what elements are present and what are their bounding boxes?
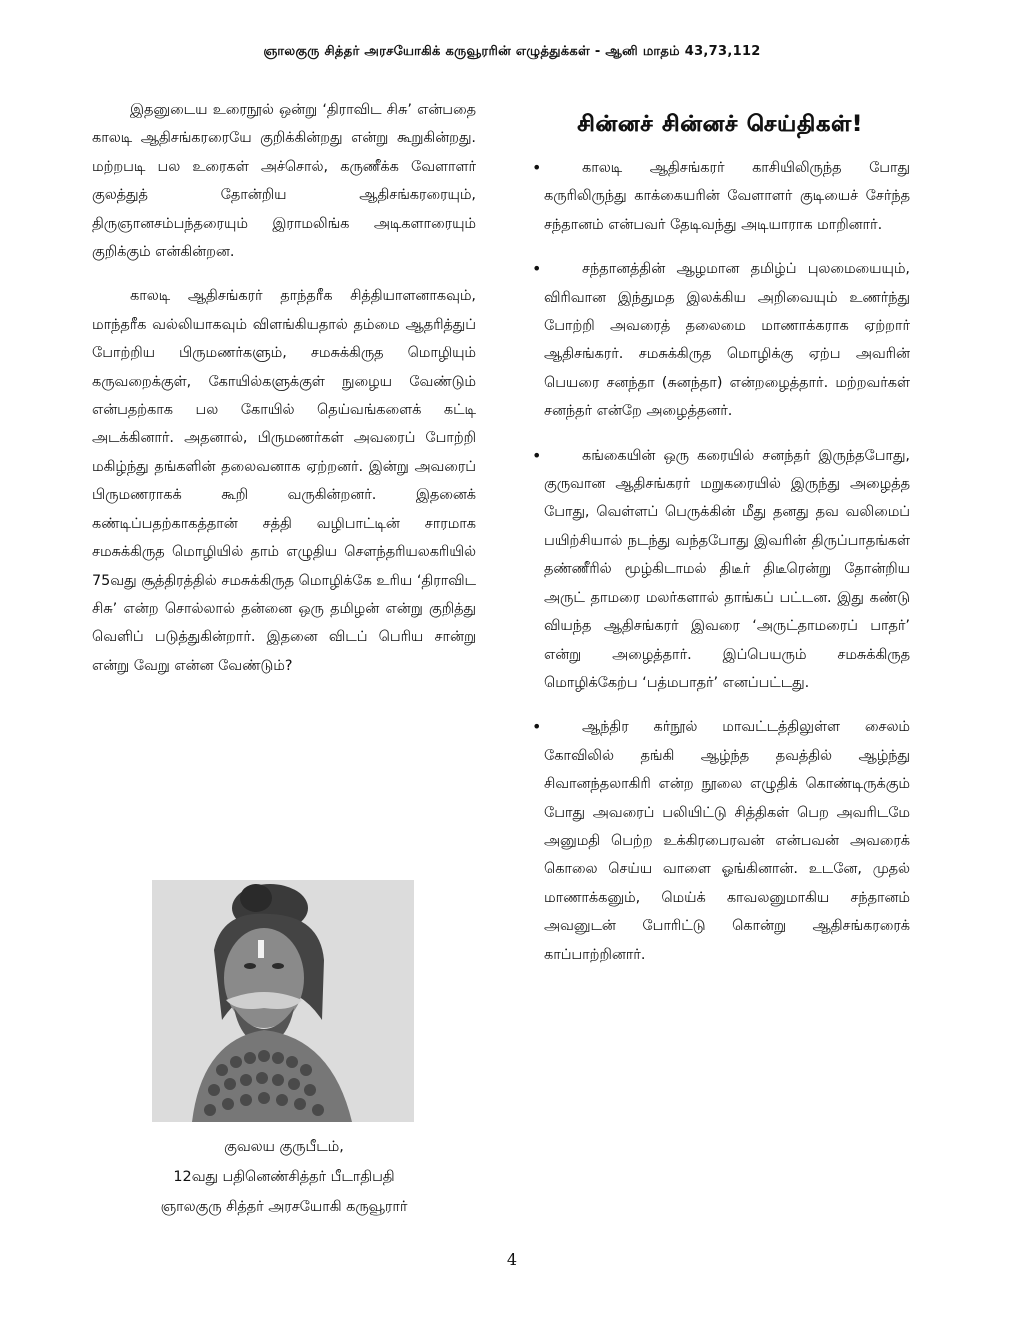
paragraph-2: காலடி ஆதிசங்கரர் தாந்தரீக சித்தியாளனாகவும், மாந்தரீக வல்லியாகவும் விளங்கியதால் தம்மை ஆதரித்துப் போற்றிய பிருமணர்களும், சமசுக்கிருத மொழியும் கருவறைக்குள், கோயில்களுக்குள் நுழைய வேண்டும் என்பதற்காக பல கோயில் தெய்வங்களைக் கட்டி அடக்கினார். அதனால், பிருமணர்கள் அவரைப் போற்றி மகிழ்ந்து தங்களின் தலைவனாக ஏற்றனர். இன்று அவரைப் பிருமணராகக் கூறி வருகின்றனர். இதனைக் கண்டிப்பதற்காகத்தான் சத்தி வழிபாட்டின் சாரமாக சமசுக்கிருத மொழியில் தாம் எழுதிய சௌந்தரியலகரியில் 75வது சூத்திரத்தில் சமசுக்கிருத மொழிக்கே உரிய ‘திராவிட சிசு’ என்ற சொல்லால் தன்னை ஒரு தமிழன் என்று குறித்து வெளிப் படுத்துகின்றார். இதனை விடப் பெரிய சான்று என்று வேறு என்ன வேண்டும்?: [92, 288, 476, 674]
right-column: [530, 112, 910, 985]
portrait-photo: [152, 880, 414, 1122]
news-item-text: ஆந்திர கர்நூல் மாவட்டத்திலுள்ள சைலம் கோவிலில் தங்கி ஆழ்ந்த தவத்தில் ஆழ்ந்து சிவானந்தலாகிரி என்ற நூலை எழுதிக் கொண்டிருக்கும் போது அவரைப் பலியிட்டு சித்திகள் பெற அவரிடமே அனுமதி பெற்ற உக்கிரபைரவன் என்பவன் அவரைக் கொலை செய்ய வாளை ஓங்கினான். உடனே, முதல் மாணாக்கனும், மெய்க் காவலனுமாகிய சந்தானம் அவனுடன் போரிட்டு கொன்று ஆதிசங்கரரைக் காப்பாற்றினார்.: [544, 719, 910, 963]
portrait-image: [152, 880, 414, 1122]
bullet-icon: •: [532, 445, 542, 465]
paragraph-1: இதனுடைய உரைநூல் ஒன்று ‘திராவிட சிசு’ என்பதை காலடி ஆதிசங்கரரையே குறிக்கின்றது என்று கூறுகின்றது. மற்றபடி பல உரைகள் அச்சொல், கருணீக்க வேளாளர் குலத்துத் தோன்றிய ஆதிசங்கரரையும், திருஞானசம்பந்தரையும் இராமலிங்க அடிகளாரையும் குறிக்கும் என்கின்றன.: [92, 102, 476, 261]
caption-line-3: ஞாலகுரு சித்தர் அரசயோகி கருவூரார்: [160, 1199, 408, 1215]
news-item: [530, 154, 910, 239]
news-item-text: காலடி ஆதிசங்கரர் காசியிலிருந்த போது கருரிலிருந்து காக்கையரின் வேளாளர் குடியைச் சேர்ந்த சந்தானம் என்பவர் தேடிவந்து அடியாராக மாறினார்.: [544, 160, 910, 233]
bullet-icon: •: [532, 717, 542, 737]
left-column: [92, 96, 476, 696]
news-item-text: கங்கையின் ஒரு கரையில் சனந்தர் இருந்தபோது, குருவான ஆதிசங்கரர் மறுகரையில் இருந்து அழைத்த போது, வெள்ளப் பெருக்கின் மீது தனது தவ வலிமைப் பயிற்சியால் நடந்து வந்தபோது இவரின் திருப்பாதங்கள் தண்ணீரில் மூழ்கிடாமல் திடீர் திடீரென்று தோன்றிய அருட் தாமரை மலர்களால் தாங்கப் பட்டன. இது கண்டு வியந்த ஆதிசங்கரர் இவரை ‘அருட்தாமரைப் பாதர்’ என்று அழைத்தார். இப்பெயரும் சமசுக்கிருத மொழிக்கேற்ப ‘பத்மபாதர்’ எனப்பட்டது.: [544, 447, 910, 691]
page-header: ஞாலகுரு சித்தர் அரசயோகிக் கருவூரரின் எழுத்துக்கள் - ஆனி மாதம் 43,73,112: [263, 44, 761, 59]
news-item: [530, 442, 910, 698]
photo-caption: [92, 1132, 476, 1222]
news-item: [530, 255, 910, 425]
section-title: சின்னச் சின்னச் செய்திகள்!: [577, 112, 863, 137]
bullet-icon: •: [532, 158, 542, 177]
bullet-icon: •: [532, 259, 542, 279]
news-item-text: சந்தானத்தின் ஆழமான தமிழ்ப் புலமையையும், விரிவான இந்துமத இலக்கிய அறிவையும் உணர்ந்து போற்றி அவரைத் தலைமை மாணாக்கராக ஏற்றார் ஆதிசங்கரர். சமசுக்கிருத மொழிக்கு ஏற்ப அவரின் பெயரை சனந்தா (சுனந்தா) என்றழைத்தார். மற்றவர்கள் சனந்தர் என்றே அழைத்தனர்.: [544, 261, 910, 420]
news-item: [530, 713, 910, 969]
page-number: 4: [506, 1250, 518, 1269]
caption-line-1: குவலய குருபீடம்,: [224, 1139, 344, 1155]
caption-line-2: 12வது பதினெண்சித்தர் பீடாதிபதி: [173, 1169, 395, 1185]
